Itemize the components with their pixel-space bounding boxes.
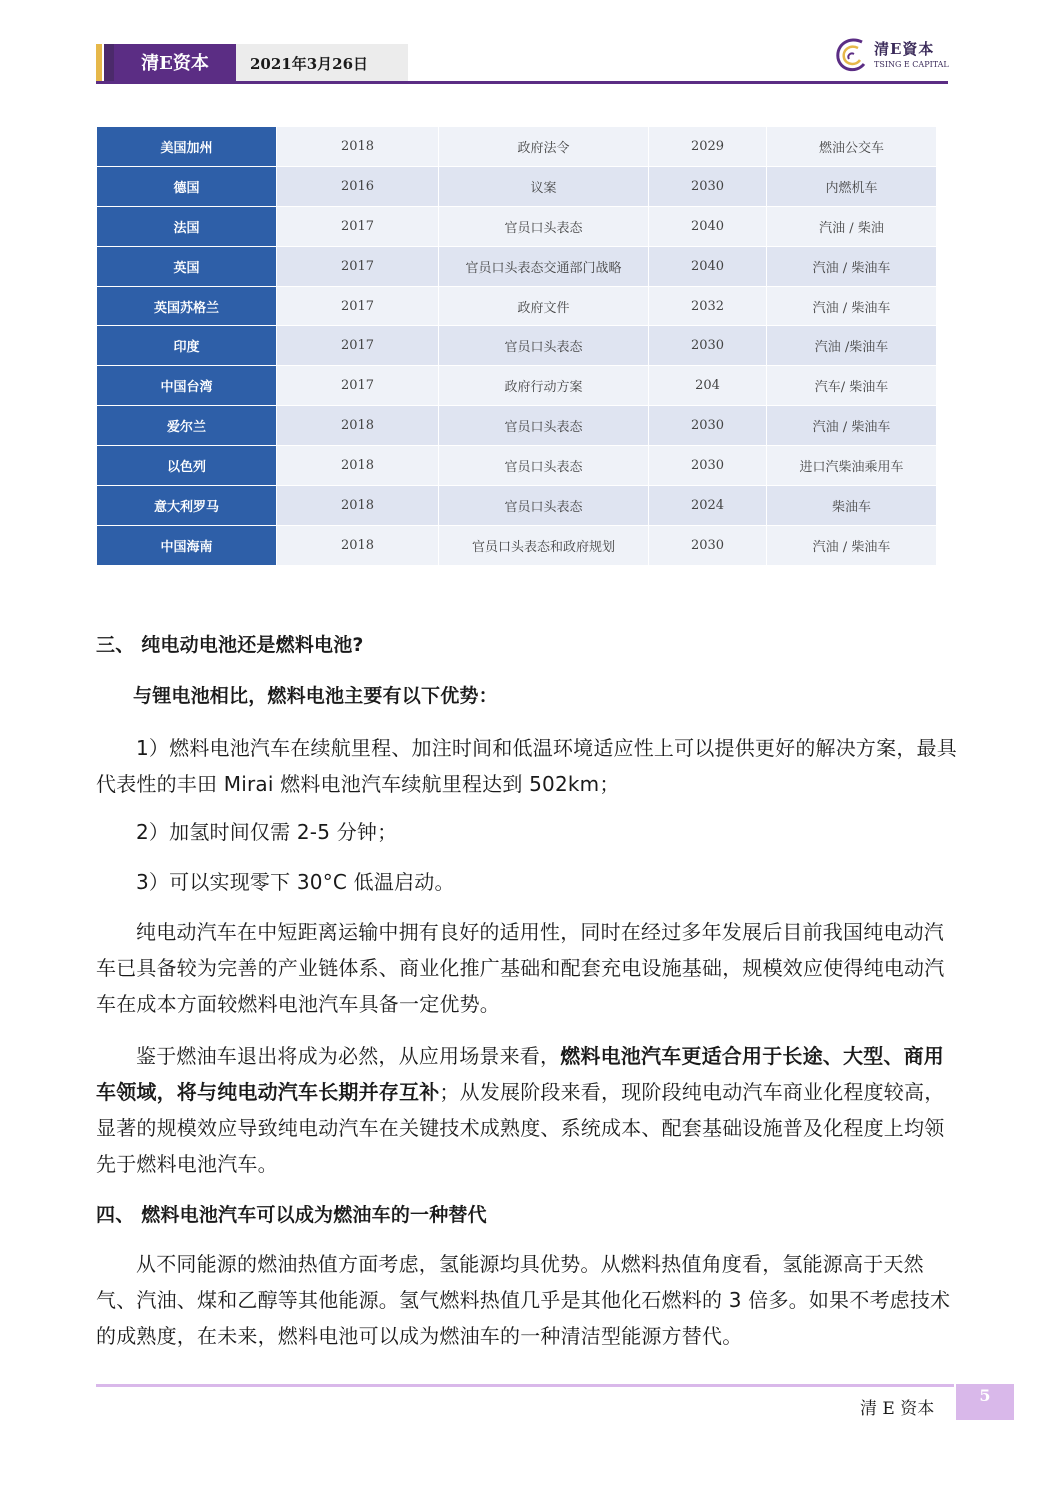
table-row xyxy=(97,406,937,446)
cell-target-year: 2030 xyxy=(649,525,767,565)
cell-region: 中国台湾 xyxy=(97,366,277,406)
section-4-heading: 四、 燃料电池汽车可以成为燃油车的一种替代 xyxy=(96,1204,487,1226)
cell-region: 英国苏格兰 xyxy=(97,286,277,326)
page-number: 5 xyxy=(956,1384,1014,1420)
logo-swirl-icon xyxy=(832,34,872,78)
cell-region: 美国加州 xyxy=(97,127,277,167)
cell-scope: 汽油 / 柴油车 xyxy=(767,246,937,286)
cell-policy-form: 官员口头表态 xyxy=(439,486,649,526)
cell-policy-form: 官员口头表态交通部门战略 xyxy=(439,246,649,286)
header-accent-gold xyxy=(96,44,102,84)
cell-scope: 进口汽柴油乘用车 xyxy=(767,446,937,486)
cell-policy-form: 官员口头表态 xyxy=(439,326,649,366)
header-accent-dark xyxy=(104,44,114,84)
cell-scope: 燃油公交车 xyxy=(767,127,937,167)
cell-scope: 汽油 / 柴油车 xyxy=(767,286,937,326)
cell-year: 2018 xyxy=(277,486,439,526)
cell-target-year: 2024 xyxy=(649,486,767,526)
cell-target-year: 2029 xyxy=(649,127,767,167)
table-row xyxy=(97,486,937,526)
table-row xyxy=(97,326,937,366)
table-row xyxy=(97,127,937,167)
section-4-paragraph: 从不同能源的燃油热值方面考虑，氢能源均具优势。从燃料热值角度看，氢能源高于天然气、汽油、煤和乙醇等其他能源。氢气燃料热值几乎是其他化石燃料的 3 倍多。如果不考虑技术的成熟度，在未来，燃料电池可以成为燃油车的一种清洁型能源方替代。 xyxy=(96,1252,951,1348)
cell-year: 2017 xyxy=(277,366,439,406)
table-row xyxy=(97,246,937,286)
cell-region: 以色列 xyxy=(97,446,277,486)
header-rule xyxy=(96,81,948,84)
cell-policy-form: 政府行动方案 xyxy=(439,366,649,406)
section-3-heading: 三、 纯电动电池还是燃料电池? xyxy=(96,634,364,656)
section-3-point-3: 3）可以实现零下 30°C 低温启动。 xyxy=(136,870,455,894)
cell-target-year: 2030 xyxy=(649,326,767,366)
cell-scope: 内燃机车 xyxy=(767,166,937,206)
cell-target-year: 204 xyxy=(649,366,767,406)
cell-policy-form: 官员口头表态 xyxy=(439,206,649,246)
cell-year: 2018 xyxy=(277,525,439,565)
cell-target-year: 2030 xyxy=(649,166,767,206)
table-row xyxy=(97,366,937,406)
cell-scope: 汽油 /柴油车 xyxy=(767,326,937,366)
cell-policy-form: 议案 xyxy=(439,166,649,206)
cell-target-year: 2032 xyxy=(649,286,767,326)
cell-policy-form: 官员口头表态 xyxy=(439,446,649,486)
table-row xyxy=(97,286,937,326)
logo-chinese-text: 清E資本 xyxy=(874,40,935,58)
cell-region: 德国 xyxy=(97,166,277,206)
cell-target-year: 2030 xyxy=(649,406,767,446)
cell-policy-form: 官员口头表态和政府规划 xyxy=(439,525,649,565)
cell-scope: 柴油车 xyxy=(767,486,937,526)
cell-target-year: 2040 xyxy=(649,206,767,246)
table-row xyxy=(97,525,937,565)
cell-year: 2017 xyxy=(277,206,439,246)
cell-region: 意大利罗马 xyxy=(97,486,277,526)
table-row xyxy=(97,166,937,206)
section-3-point-2: 2）加氢时间仅需 2-5 分钟； xyxy=(136,820,398,844)
fuel-vehicle-ban-table xyxy=(96,126,937,566)
section-3-paragraph-conclusion xyxy=(96,1038,958,1182)
footer-rule xyxy=(96,1384,954,1387)
section-3-point-1: 1）燃料电池汽车在续航里程、加注时间和低温环境适应性上可以提供更好的解决方案，最具代表性的丰田 Mirai 燃料电池汽车续航里程达到 502km； xyxy=(96,736,957,796)
cell-target-year: 2040 xyxy=(649,246,767,286)
cell-scope: 汽油 / 柴油车 xyxy=(767,525,937,565)
cell-region: 法国 xyxy=(97,206,277,246)
cell-target-year: 2030 xyxy=(649,446,767,486)
cell-year: 2017 xyxy=(277,246,439,286)
conclusion-text-a: 鉴于燃油车退出将成为必然，从应用场景来看， xyxy=(136,1044,561,1068)
cell-year: 2018 xyxy=(277,446,439,486)
cell-region: 爱尔兰 xyxy=(97,406,277,446)
cell-scope: 汽油 / 柴油 xyxy=(767,206,937,246)
cell-region: 英国 xyxy=(97,246,277,286)
cell-region: 印度 xyxy=(97,326,277,366)
cell-year: 2016 xyxy=(277,166,439,206)
cell-region: 中国海南 xyxy=(97,525,277,565)
section-3-subheading: 与锂电池相比，燃料电池主要有以下优势： xyxy=(133,685,498,707)
table-row xyxy=(97,206,937,246)
section-3-paragraph-ev: 纯电动汽车在中短距离运输中拥有良好的适用性，同时在经过多年发展后目前我国纯电动汽车已具备较为完善的产业链体系、商业化推广基础和配套充电设施基础，规模效应使得纯电动汽车在成本方面较燃料电池汽车具备一定优势。 xyxy=(96,920,945,1016)
cell-policy-form: 政府文件 xyxy=(439,286,649,326)
cell-policy-form: 官员口头表态 xyxy=(439,406,649,446)
cell-policy-form: 政府法令 xyxy=(439,127,649,167)
table-row xyxy=(97,446,937,486)
header-brand: 清E资本 xyxy=(114,44,236,84)
conclusion-text-b: ；从发展阶段来看，现阶段纯电动汽车商业化程度较高，显著的规模效应导致纯电动汽车在关键技术成熟度、系统成本、配套基础设施普及化程度上均领先于燃料电池汽车。 xyxy=(96,1080,945,1176)
header-date: 2021年3月26日 xyxy=(236,44,408,84)
footer-brand: 清 E 资本 xyxy=(860,1399,935,1419)
cell-year: 2017 xyxy=(277,286,439,326)
logo-english-text: TSING E CAPITAL xyxy=(874,60,949,69)
cell-year: 2017 xyxy=(277,326,439,366)
conclusion-text-bold: 燃料电池汽车更适合用于长途、大型、商用车领域，将与纯电动汽车长期并存互补 xyxy=(96,1044,945,1104)
cell-scope: 汽车/ 柴油车 xyxy=(767,366,937,406)
cell-scope: 汽油 / 柴油车 xyxy=(767,406,937,446)
cell-year: 2018 xyxy=(277,127,439,167)
cell-year: 2018 xyxy=(277,406,439,446)
company-logo xyxy=(832,34,952,78)
